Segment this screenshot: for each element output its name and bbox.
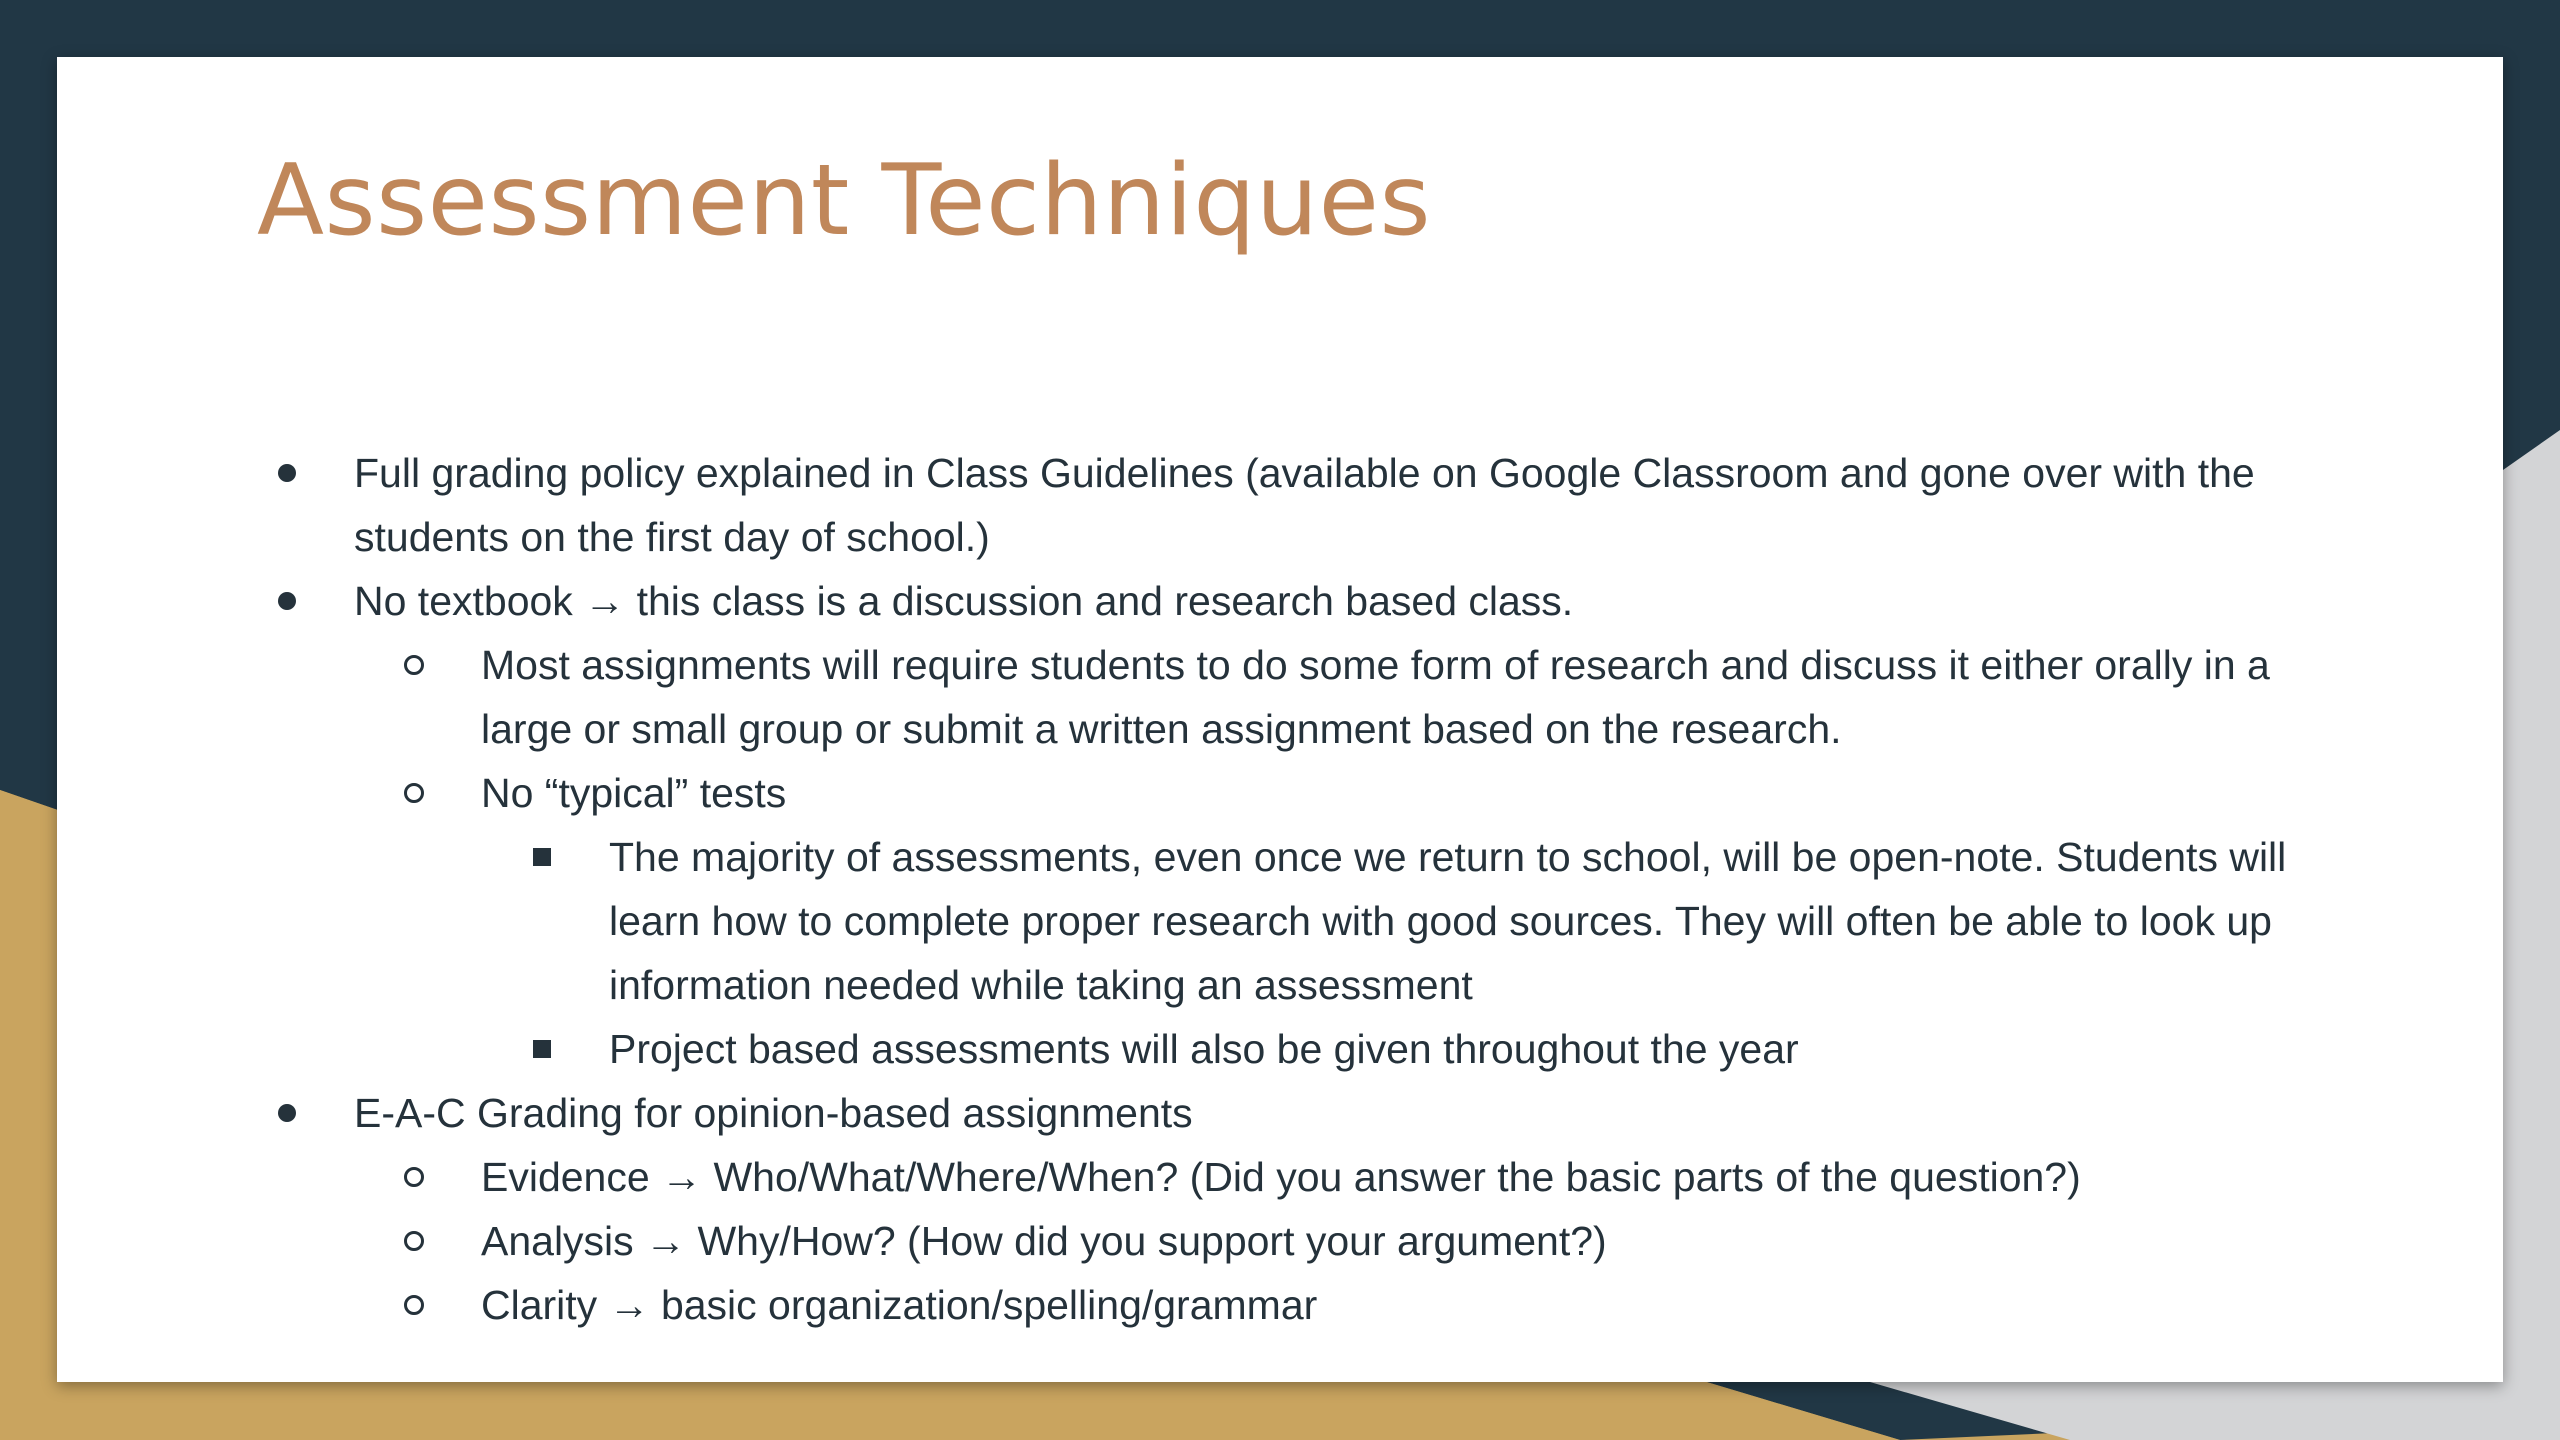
sub-sub-bullet-item-open-note xyxy=(57,825,2329,1017)
sub-bullet-item-assignments xyxy=(57,633,2331,761)
bullet-circle-icon xyxy=(389,761,439,825)
sub-sub-bullet-text: Project based assessments will also be given throughout the year xyxy=(609,1026,1799,1072)
slide-title: Assessment Techniques xyxy=(257,144,1432,258)
sub-bullet-text: No “typical” tests xyxy=(481,770,787,816)
sub-bullet-text: Analysis → Why/How? (How did you support your argument?) xyxy=(481,1218,1607,1264)
sub-bullet-text: Evidence → Who/What/Where/When? (Did you answer the basic parts of the question?) xyxy=(481,1154,2081,1200)
sub-bullet-text: Clarity → basic organization/spelling/grammar xyxy=(481,1282,1318,1328)
bullet-text: Full grading policy explained in Class Guidelines (available on Google Classroom and gone over with the students on the first day of school.) xyxy=(354,450,2255,560)
bullet-dot-icon xyxy=(262,441,312,505)
sub-bullet-item-clarity xyxy=(57,1273,2331,1337)
bullet-item-no-textbook xyxy=(57,569,2304,633)
sub-bullet-item-no-typical-tests xyxy=(57,761,2331,825)
bullet-circle-icon xyxy=(389,1209,439,1273)
sub-bullet-text: Most assignments will require students to do some form of research and discuss it either orally in a large or small group or submit a written assignment based on the research. xyxy=(481,642,2270,752)
bullet-square-icon xyxy=(517,825,567,889)
sub-sub-bullet-item-project-based xyxy=(57,1017,2329,1081)
bullet-circle-icon xyxy=(389,633,439,697)
bullet-circle-icon xyxy=(389,1145,439,1209)
bullet-circle-icon xyxy=(389,1273,439,1337)
bullet-dot-icon xyxy=(262,1081,312,1145)
bullet-dot-icon xyxy=(262,569,312,633)
bullet-list xyxy=(57,441,2503,1337)
bullet-item-eac-grading xyxy=(57,1081,2304,1145)
bullet-text: E-A-C Grading for opinion-based assignments xyxy=(354,1090,1193,1136)
sub-bullet-item-evidence xyxy=(57,1145,2331,1209)
sub-bullet-item-analysis xyxy=(57,1209,2331,1273)
bullet-item-grading-policy xyxy=(57,441,2304,569)
sub-sub-bullet-text: The majority of assessments, even once we return to school, will be open-note. Students will learn how to complete proper research with good sources. They will often be able to look up information needed while taking an assessment xyxy=(609,834,2287,1008)
slide-content-card xyxy=(57,57,2503,1382)
bullet-square-icon xyxy=(517,1017,567,1081)
bullet-text: No textbook → this class is a discussion and research based class. xyxy=(354,578,1574,624)
